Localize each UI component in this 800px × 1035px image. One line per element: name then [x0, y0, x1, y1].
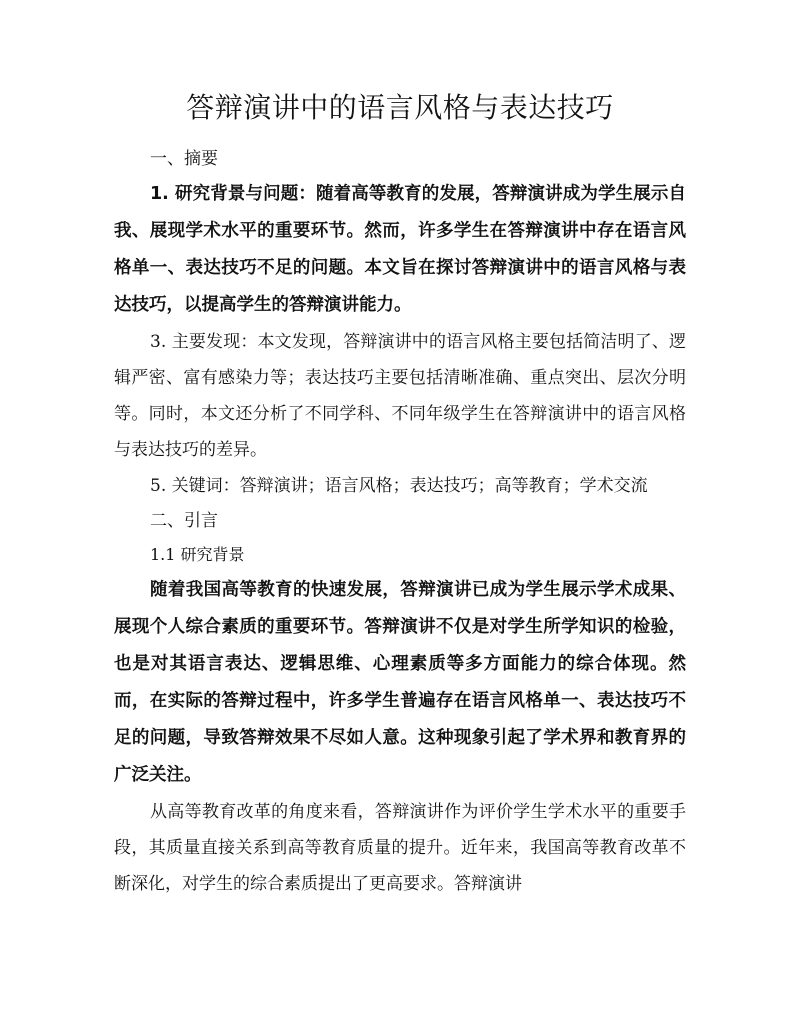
abstract-paragraph-findings: 3. 主要发现：本文发现，答辩演讲中的语言风格主要包括简洁明了、逻辑严密、富有感染力等；表达技巧主要包括清晰准确、重点突出、层次分明等。同时，本文还分析了不同学科、不同年级学生在答辩演讲中的语言风格与表达技巧的差异。 — [114, 332, 686, 460]
abstract-paragraph-keywords: 5. 关键词：答辩演讲；语言风格；表达技巧；高等教育；学术交流 — [150, 476, 648, 496]
document-title: 答辩演讲中的语言风格与表达技巧 — [186, 91, 614, 124]
abstract-heading: 一、摘要 — [150, 149, 218, 169]
introduction-subheading: 1.1 研究背景 — [150, 545, 245, 564]
introduction-paragraph-2: 从高等教育改革的角度来看，答辩演讲作为评价学生学术水平的重要手段，其质量直接关系到高等教育质量的提升。近年来，我国高等教育改革不断深化，对学生的综合素质提出了更高要求。答辩演讲 — [114, 802, 686, 894]
introduction-paragraph-1: 随着我国高等教育的快速发展，答辩演讲已成为学生展示学术成果、展现个人综合素质的重要环节。答辩演讲不仅是对学生所学知识的检验，也是对其语言表达、逻辑思维、心理素质等多方面能力的综合体现。然而，在实际的答辩过程中，许多学生普遍存在语言风格单一、表达技巧不足的问题，导致答辩效果不尽如人意。这种现象引起了学术界和教育界的广泛关注。 — [114, 580, 686, 785]
abstract-paragraph-background: 1. 研究背景与问题：随着高等教育的发展，答辩演讲成为学生展示自我、展现学术水平的重要环节。然而，许多学生在答辩演讲中存在语言风格单一、表达技巧不足的问题。本文旨在探讨答辩演讲中的语言风格与表达技巧，以提高学生的答辩演讲能力。 — [114, 184, 686, 315]
introduction-heading: 二、引言 — [150, 511, 218, 531]
